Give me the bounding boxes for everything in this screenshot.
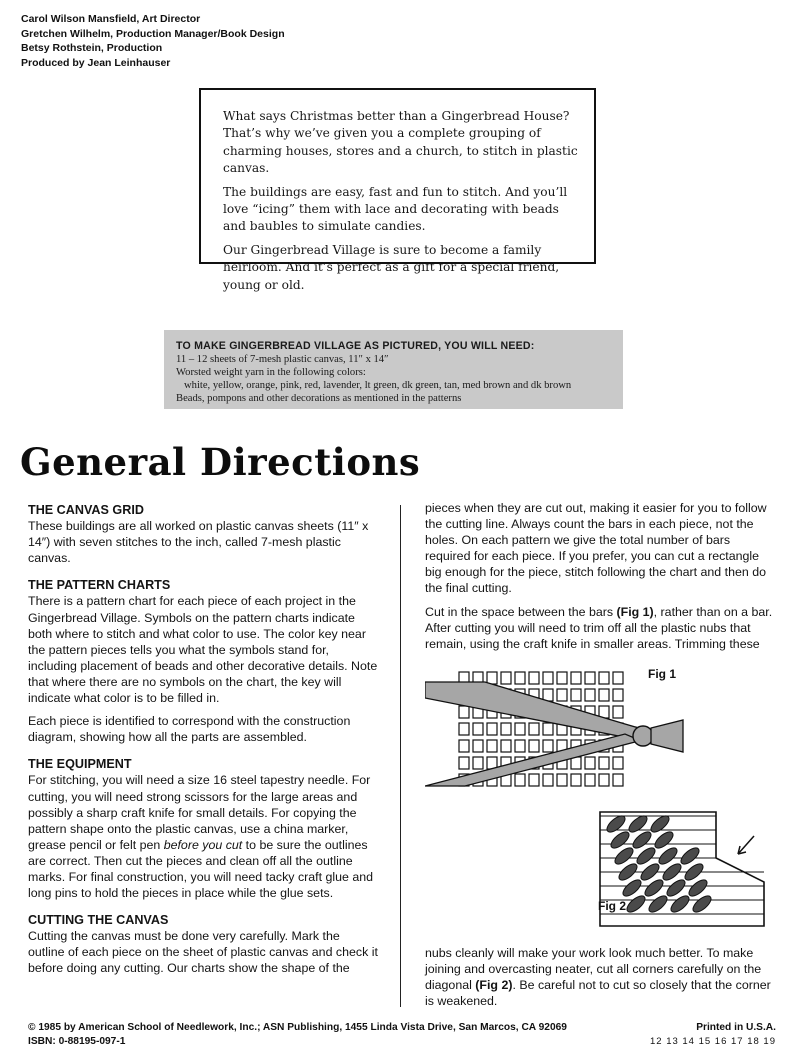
canvas-hole <box>613 706 623 718</box>
canvas-hole <box>571 689 581 701</box>
canvas-hole <box>473 723 483 735</box>
section-title: THE PATTERN CHARTS <box>28 578 171 593</box>
intro-box <box>199 88 596 292</box>
canvas-hole <box>585 774 595 786</box>
materials-heading: TO MAKE GINGERBREAD VILLAGE AS PICTURED, YOU WILL NEED: <box>176 340 535 352</box>
canvas-hole <box>585 672 595 684</box>
fig2-label: Fig 2 <box>598 899 627 913</box>
right-column-bottom <box>425 945 775 1009</box>
canvas-hole <box>613 672 623 684</box>
footer-print-block <box>650 1021 776 1049</box>
canvas-hole <box>599 757 609 769</box>
section-title: THE CANVAS GRID <box>28 503 144 517</box>
canvas-hole <box>501 723 511 735</box>
canvas-hole <box>585 689 595 701</box>
section-body: nubs cleanly will make your work look much better. To make joining and overcasting neater, cut all corners carefully on the diagonal (Fig 2). Be careful not to cut so closely that the corner is weakened. <box>425 946 771 1009</box>
canvas-hole <box>515 723 525 735</box>
fig1-scissors-illustration <box>425 668 687 800</box>
canvas-hole <box>529 774 539 786</box>
canvas-hole <box>487 723 497 735</box>
materials-box <box>164 330 623 409</box>
section-body: pieces when they are cut out, making it easier for you to follow the cutting line. Always count the bars in each piece, not the holes. On each pattern we give the total number of bars required for each piece. If you prefer, you can cut a rectangle big enough for the piece, stitch following the chart and then do the final cutting. <box>425 501 767 596</box>
section-body: These buildings are all worked on plastic canvas sheets (11″ x 14″) with seven stitches to the inch, called 7-mesh plastic canvas. <box>28 519 369 566</box>
canvas-hole <box>543 740 553 752</box>
materials-line: Beads, pompons and other decorations as mentioned in the patterns <box>176 393 462 404</box>
canvas-hole <box>543 774 553 786</box>
canvas-hole <box>459 757 469 769</box>
canvas-hole <box>599 689 609 701</box>
canvas-hole <box>599 672 609 684</box>
canvas-hole <box>515 672 525 684</box>
isbn-line: ISBN: 0-88195-097-1 <box>28 1036 126 1047</box>
canvas-hole <box>459 706 469 718</box>
canvas-hole <box>543 723 553 735</box>
canvas-hole <box>529 672 539 684</box>
canvas-hole <box>613 689 623 701</box>
canvas-hole <box>571 672 581 684</box>
right-column-top <box>425 500 775 652</box>
credit-line: Carol Wilson Mansfield, Art Director <box>21 13 201 25</box>
canvas-hole <box>473 740 483 752</box>
copyright-line: © 1985 by American School of Needlework, Inc.; ASN Publishing, 1455 Linda Vista Drive, San Marcos, CA 92069 <box>28 1022 567 1033</box>
canvas-hole <box>501 740 511 752</box>
canvas-hole <box>585 757 595 769</box>
intro-paragraph: The buildings are easy, fast and fun to stitch. And you’ll love “icing” them with lace and decorating with beads and baubles to simulate candies. <box>223 184 568 234</box>
canvas-hole <box>487 672 497 684</box>
fig2-diagonal-corner-illustration <box>596 806 768 934</box>
materials-colors: white, yellow, orange, pink, red, lavender, lt green, dk green, tan, med brown and dk brown <box>184 380 572 391</box>
section-body: Each piece is identified to correspond with the construction diagram, showing how all the parts are assembled. <box>28 714 351 745</box>
canvas-hole <box>543 672 553 684</box>
canvas-hole <box>515 740 525 752</box>
credit-line: Gretchen Wilhelm, Production Manager/Book Design <box>21 27 285 40</box>
canvas-hole <box>613 774 623 786</box>
canvas-hole <box>487 740 497 752</box>
canvas-hole <box>459 723 469 735</box>
left-column <box>28 502 378 977</box>
materials-line: Worsted weight yarn in the following colors: <box>176 367 366 378</box>
page-title: General Directions <box>20 440 421 484</box>
canvas-hole <box>459 740 469 752</box>
credit-line: Betsy Rothstein, Production <box>21 42 163 55</box>
credit-line: Produced by Jean Leinhauser <box>21 56 171 69</box>
section-body: Cutting the canvas must be done very carefully. Mark the outline of each piece on the sheet of plastic canvas and check it before doing any cutting. Our charts show the shape of the <box>28 929 378 976</box>
canvas-hole <box>515 774 525 786</box>
canvas-hole <box>571 774 581 786</box>
section-title: THE EQUIPMENT <box>28 757 132 772</box>
print-run-numbers: 12 13 14 15 16 17 18 19 <box>649 1036 776 1047</box>
footer-copyright-block <box>28 1021 567 1049</box>
materials-line: 11 – 12 sheets of 7-mesh plastic canvas, 11″ x 14″ <box>176 354 389 365</box>
canvas-hole <box>557 672 567 684</box>
canvas-hole <box>599 774 609 786</box>
canvas-hole <box>557 774 567 786</box>
column-divider <box>400 505 401 1007</box>
credits-block <box>21 12 285 70</box>
canvas-hole <box>529 723 539 735</box>
fig1-label: Fig 1 <box>648 667 677 681</box>
section-title: CUTTING THE CANVAS <box>28 913 169 928</box>
section-body: Cut in the space between the bars (Fig 1), rather than on a bar. After cutting you will need to trim off all the plastic nubs that remain, using the craft knife in smaller areas. Trimming these <box>425 604 773 651</box>
canvas-hole <box>501 672 511 684</box>
canvas-hole <box>473 757 483 769</box>
intro-paragraph: What says Christmas better than a Gingerbread House? That’s why we’ve given you a complete grouping of charming houses, stores and a church, to stitch in plastic canvas. <box>223 109 578 176</box>
intro-paragraph: Our Gingerbread Village is sure to become a family heirloom. And it’s perfect as a gift for a special friend, young or old. <box>223 242 560 292</box>
section-body: For stitching, you will need a size 16 steel tapestry needle. For cutting, you will need strong scissors for the large areas and possibly a sharp craft knife for small details. For copying the pattern shape onto the plastic canvas, use a china marker, grease pencil or felt pen before you cut to be sure the outlines are correct. Then cut the pieces and clean off all the outline marks. For final construction, you will need tacky craft glue and long pins to hold the pieces in place while the glue sets. <box>28 773 374 901</box>
canvas-hole <box>613 757 623 769</box>
section-body: There is a pattern chart for each piece of each project in the Gingerbread Village. Symbols on the pattern charts indicate both where to stitch and what color to use. The color key near the pattern pieces tells you what the symbols stand for, including placement of beads and other decorative details. Note that where there are no symbols on the chart, the key will indicate what color is to be filled in. <box>28 594 378 706</box>
canvas-hole <box>529 740 539 752</box>
printed-in-line: Printed in U.S.A. <box>696 1022 776 1033</box>
canvas-hole <box>557 689 567 701</box>
